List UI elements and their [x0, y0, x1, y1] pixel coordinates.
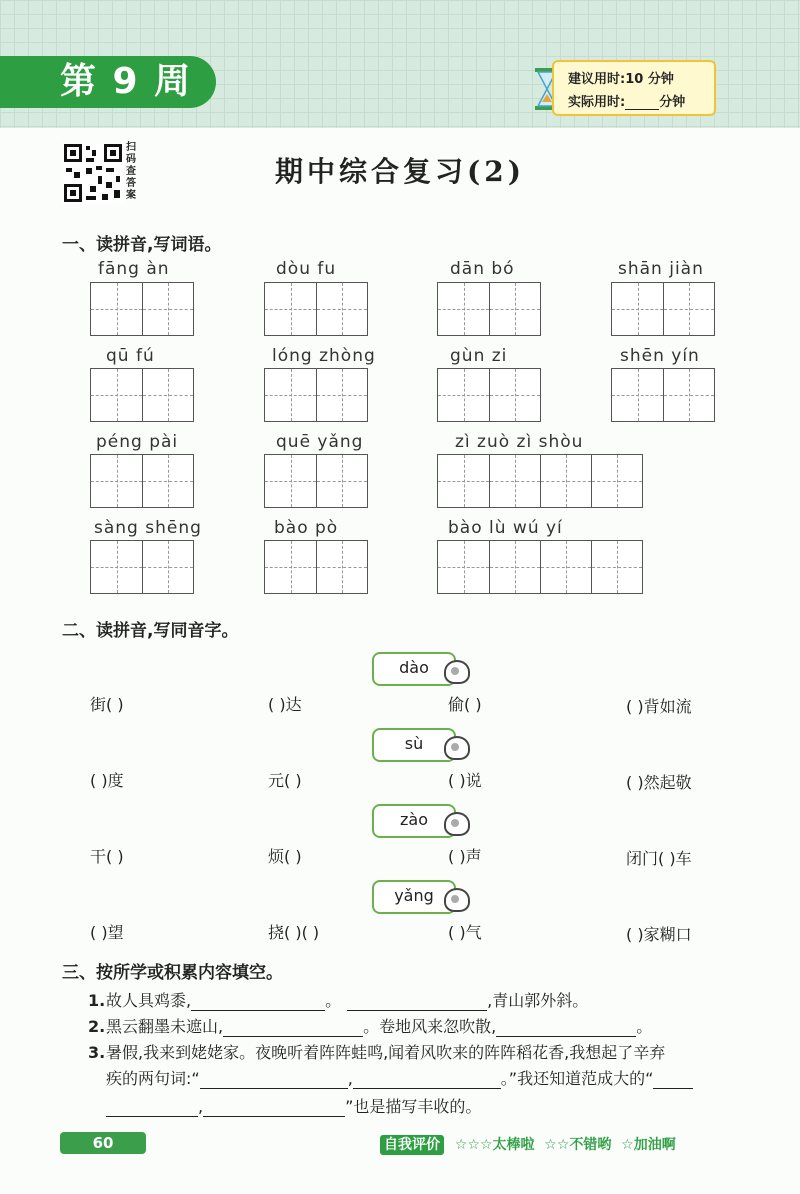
qr-code-icon[interactable] — [62, 142, 124, 204]
pinyin-label: dòu fu — [276, 259, 337, 279]
pinyin-label: zì zuò zì shòu — [455, 432, 584, 452]
pinyin-label: fāng àn — [98, 259, 170, 279]
actual-time: 实际用时: 分钟 — [568, 95, 686, 110]
answer-blank[interactable] — [496, 1020, 636, 1037]
star-icon[interactable]: ☆ — [621, 1137, 634, 1153]
eval-keep-going: 加油啊 — [633, 1137, 676, 1153]
pinyin-label: sàng shēng — [94, 518, 202, 538]
shell-icon — [444, 660, 470, 684]
pinyin-badge: sù — [372, 728, 456, 762]
answer-blank[interactable] — [203, 1100, 345, 1117]
homophone-item[interactable]: ( )度 — [90, 771, 124, 790]
pinyin-label: shēn yín — [620, 346, 700, 366]
writing-grid[interactable] — [264, 282, 368, 336]
qr-caption: 扫码查答案 — [126, 142, 136, 201]
section2-heading: 二、读拼音,写同音字。 — [62, 621, 239, 641]
writing-grid[interactable] — [611, 282, 715, 336]
self-evaluation — [380, 1134, 676, 1154]
writing-grid[interactable] — [264, 454, 368, 508]
answer-blank[interactable] — [353, 1072, 501, 1089]
homophone-item[interactable]: 偷( ) — [448, 695, 482, 714]
question-3-line2: 疾的两句词:“ , 。”我还知道范成大的“ — [106, 1066, 693, 1089]
homophone-item[interactable]: 元( ) — [268, 771, 302, 790]
homophone-item[interactable]: ( )家糊口 — [626, 925, 692, 944]
answer-blank[interactable] — [200, 1072, 348, 1089]
homophone-item[interactable]: ( )背如流 — [626, 697, 692, 716]
homophone-item[interactable]: ( )说 — [448, 771, 482, 790]
homophone-item[interactable]: ( )然起敬 — [626, 773, 692, 792]
shell-icon — [444, 736, 470, 760]
homophone-item[interactable]: ( )气 — [448, 923, 482, 942]
page-number: 60 — [60, 1132, 146, 1154]
answer-blank[interactable] — [653, 1072, 693, 1089]
writing-grid[interactable] — [264, 368, 368, 422]
pinyin-badge: zào — [372, 804, 456, 838]
pinyin-label: gùn zi — [450, 346, 508, 366]
pinyin-badge: dào — [372, 652, 456, 686]
homophone-item[interactable]: 闭门( )车 — [626, 849, 692, 868]
section1-heading: 一、读拼音,写词语。 — [62, 235, 222, 255]
writing-grid[interactable] — [264, 540, 368, 594]
answer-blank[interactable] — [191, 994, 325, 1011]
homophone-item[interactable]: ( )声 — [448, 847, 482, 866]
pinyin-label: bào pò — [274, 518, 339, 538]
pinyin-label: péng pài — [96, 432, 179, 452]
writing-grid[interactable] — [437, 540, 643, 594]
pinyin-label: quē yǎng — [276, 432, 364, 452]
writing-grid[interactable] — [437, 282, 541, 336]
pinyin-label: qū fú — [106, 346, 155, 366]
shell-icon — [444, 888, 470, 912]
pinyin-label: bào lù wú yí — [448, 518, 563, 538]
star-icon[interactable]: ☆☆ — [544, 1137, 570, 1153]
pinyin-label: lóng zhòng — [272, 346, 376, 366]
answer-blank[interactable] — [106, 1100, 198, 1117]
answer-blank[interactable] — [223, 1020, 363, 1037]
answer-blank[interactable] — [347, 994, 487, 1011]
homophone-item[interactable]: 干( ) — [90, 847, 124, 866]
homophone-item[interactable]: 烦( ) — [268, 847, 302, 866]
week-tab: 第 9 周 — [0, 56, 216, 108]
writing-grid[interactable] — [611, 368, 715, 422]
star-icon[interactable]: ☆☆☆ — [454, 1137, 493, 1153]
writing-grid[interactable] — [437, 454, 643, 508]
pinyin-label: shān jiàn — [618, 259, 704, 279]
shell-icon — [444, 812, 470, 836]
homophone-item[interactable]: 街( ) — [90, 695, 124, 714]
pinyin-label: dān bó — [450, 259, 515, 279]
homophone-item[interactable]: ( )达 — [268, 695, 302, 714]
writing-grid[interactable] — [90, 368, 194, 422]
writing-grid[interactable] — [90, 540, 194, 594]
homophone-item[interactable]: ( )望 — [90, 923, 124, 942]
question-2: 2.黑云翻墨未遮山, 。卷地风来忽吹散, 。 — [88, 1017, 653, 1036]
eval-good: 不错哟 — [569, 1137, 612, 1153]
section3-heading: 三、按所学或积累内容填空。 — [62, 963, 283, 983]
page-title: 期中综合复习(2) — [275, 155, 525, 188]
homophone-item[interactable]: 挠( )( ) — [268, 923, 320, 942]
self-eval-label: 自我评价 — [380, 1135, 444, 1155]
writing-grid[interactable] — [437, 368, 541, 422]
time-box — [552, 60, 716, 116]
suggested-time: 建议用时:10 分钟 — [568, 72, 674, 87]
writing-grid[interactable] — [90, 454, 194, 508]
question-3-line3: , ”也是描写丰收的。 — [106, 1094, 481, 1117]
question-1: 1.故人具鸡黍, 。 ,青山郭外斜。 — [88, 991, 589, 1010]
writing-grid[interactable] — [90, 282, 194, 336]
pinyin-badge: yǎng — [372, 880, 456, 914]
question-3: 3.暑假,我来到姥姥家。夜晚听着阵阵蛙鸣,闻着风吹来的阵阵稻花香,我想起了辛弃 — [88, 1043, 666, 1062]
eval-great: 太棒啦 — [492, 1137, 535, 1153]
